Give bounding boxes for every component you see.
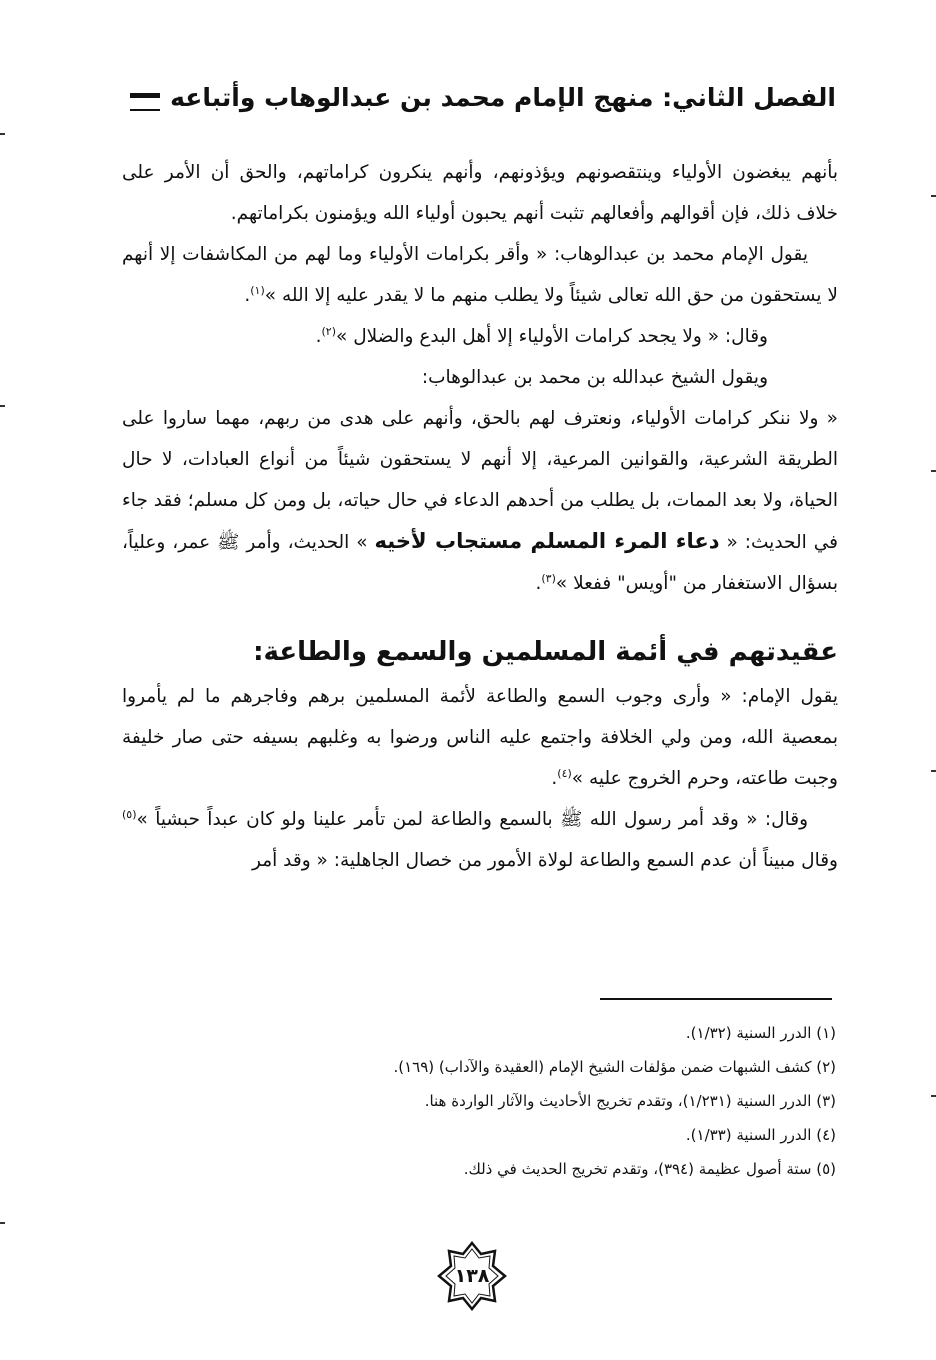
paragraph	[122, 799, 838, 881]
paragraph	[122, 234, 838, 316]
footnote: (٢) كشف الشبهات ضمن مؤلفات الشيخ الإمام (العقيدة والآداب) (١٦٩).	[393, 1058, 836, 1076]
paragraph-text: » الحديث، وأمر ﷺ عمر، وعلياً، بسؤال الاستغفار من "أويس" ففعلا »	[122, 532, 838, 594]
paragraph-text: وقال: « وقد أمر رسول الله ﷺ بالسمع والطاعة لمن تأمر علينا ولو كان عبداً حبشياً »	[136, 809, 808, 830]
scan-margin-mark	[931, 195, 936, 197]
chapter-title: الفصل الثاني: منهج الإمام محمد بن عبدالوهاب وأتباعه	[170, 82, 836, 112]
page-number-ornament	[436, 1240, 508, 1312]
paragraph-end: .	[244, 285, 251, 306]
paragraph-end: .	[551, 768, 558, 789]
footnote-separator	[600, 998, 832, 1000]
paragraph-text: وقال: « ولا يجحد كرامات الأولياء إلا أهل البدع والضلال »	[336, 326, 768, 347]
hadith-quote: دعاء المرء المسلم مستجاب لأخيه	[374, 529, 720, 553]
footnote: (١) الدرر السنية (١/٣٢).	[685, 1024, 836, 1042]
scan-margin-mark	[0, 1222, 5, 1224]
paragraph	[122, 357, 838, 398]
section-heading: عقيدتهم في أئمة المسلمين والسمع والطاعة:	[253, 637, 838, 667]
paragraph	[122, 398, 838, 604]
paragraph-text: يقول الإمام: « وأرى وجوب السمع والطاعة لأئمة المسلمين برهم وفاجرهم ما لم يأمروا بمعصية الله، ومن ولي الخلافة واجتمع عليه الناس ورضوا به وغلبهم بسيفه حتى صار خليفة وجبت طاعته، وحرم الخروج عليه »	[122, 686, 838, 789]
footnote-ref: (٣)	[541, 571, 556, 585]
header-rule	[130, 93, 160, 111]
footnote: (٣) الدرر السنية (١/٢٣١)، وتقدم تخريج الأحاديث والآثار الواردة هنا.	[424, 1092, 836, 1110]
paragraph-end: .	[535, 573, 542, 594]
main-text	[122, 152, 838, 881]
paragraph-text: ويقول الشيخ عبدالله بن محمد بن عبدالوهاب:	[421, 367, 768, 388]
scan-margin-mark	[931, 770, 936, 772]
footnotes	[150, 1016, 836, 1186]
page-number: ١٣٨	[454, 1265, 490, 1287]
paragraph-text: يقول الإمام محمد بن عبدالوهاب: « وأقر بكرامات الأولياء وما لهم من المكاشفات إلا أنهم لا يستحقون من حق الله تعالى شيئاً ولا يطلب منهم ما لا يقدر عليه إلا الله »	[122, 244, 838, 306]
footnote-ref: (٤)	[557, 766, 572, 780]
scan-margin-mark	[931, 1095, 936, 1097]
paragraph	[122, 152, 838, 234]
footnote-ref: (٢)	[321, 324, 336, 338]
scan-margin-mark	[0, 133, 5, 135]
footnote-ref: (٥)	[122, 807, 137, 821]
paragraph-text: وقال مبيناً أن عدم السمع والطاعة لولاة الأمور من خصال الجاهلية: « وقد أمر	[252, 850, 838, 871]
paragraph	[122, 676, 838, 799]
paragraph-text: بأنهم يبغضون الأولياء وينتقصونهم ويؤذونهم، وأنهم ينكرون كراماتهم، والحق أن الأمر على خلاف ذلك، فإن أقوالهم وأفعالهم تثبت أنهم يحبون أولياء الله ويؤمنون بكراماتهم.	[122, 162, 838, 224]
paragraph-end: .	[315, 326, 322, 347]
footnote: (٤) الدرر السنية (١/٣٣).	[685, 1126, 836, 1144]
footnote: (٥) ستة أصول عظيمة (٣٩٤)، وتقدم تخريج الحديث في ذلك.	[463, 1160, 836, 1178]
paragraph	[122, 316, 838, 357]
footnote-ref: (١)	[250, 283, 265, 297]
running-header	[130, 72, 836, 122]
scan-margin-mark	[931, 470, 936, 472]
paragraph-text: « ولا ننكر كرامات الأولياء، ونعترف لهم بالحق، وأنهم على هدى من ربهم، مهما ساروا على الطريقة الشرعية، والقوانين المرعية، إلا أنهم لا يستحقون شيئاً من أنواع العبادات، لا حال الحياة، ولا بعد الممات، بل يطلب من أحدهم الدعاء في حال حياته، بل ومن كل مسلم؛ فقد جاء في الحديث: «	[122, 408, 838, 553]
scan-margin-mark	[0, 405, 5, 407]
